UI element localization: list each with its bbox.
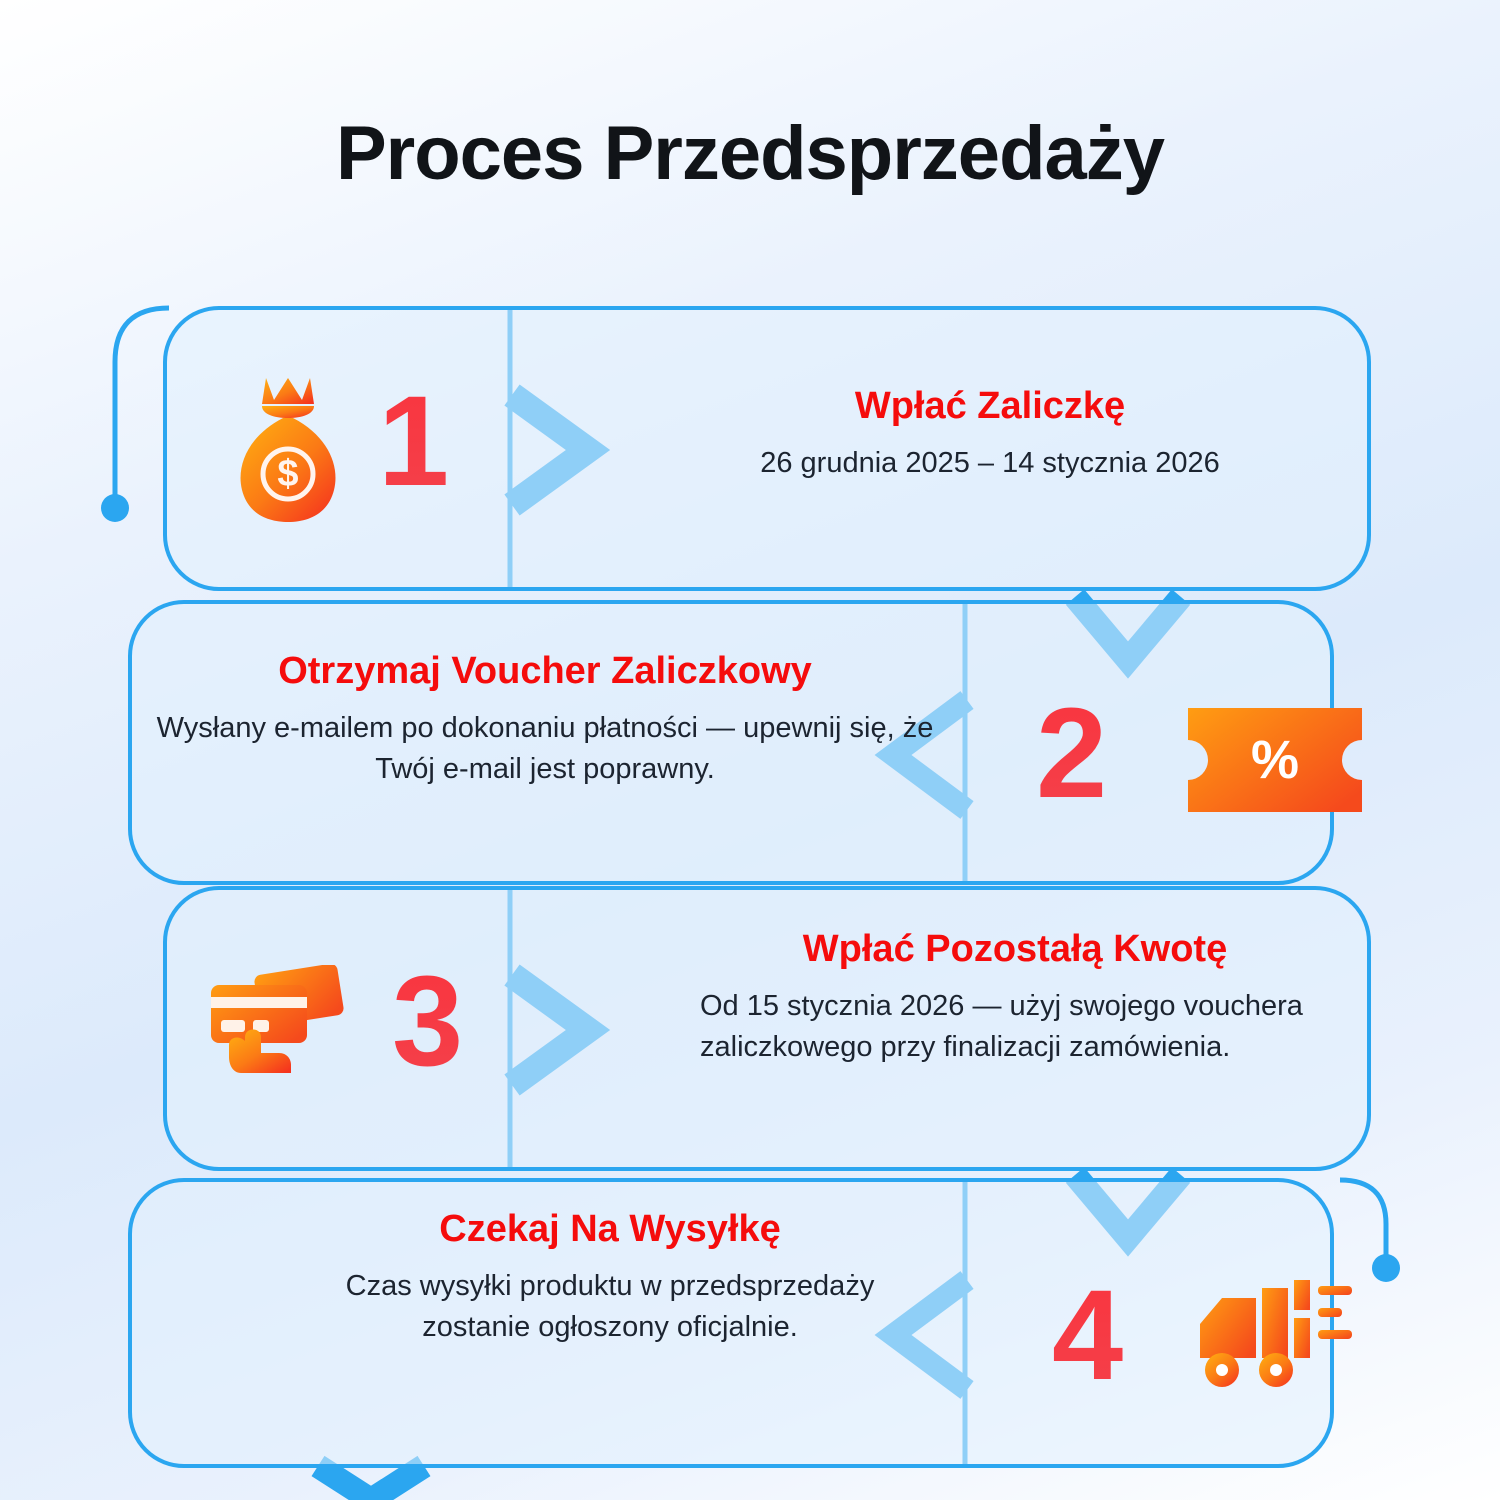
step-3-text — [700, 928, 1330, 1068]
svg-text:%: % — [1250, 730, 1300, 790]
step-number-3: 3 — [392, 950, 464, 1093]
end-connector — [1340, 1180, 1386, 1268]
step-3-description: Od 15 stycznia 2026 — użyj swojego vouchera zaliczkowego przy finalizacji zamówienia. — [700, 989, 1303, 1063]
entry-connector — [101, 308, 169, 522]
step-2-description: Wysłany e-mailem po dokonaniu płatności — upewnij się, że Twój e-mail jest poprawny. — [156, 711, 934, 785]
discount-coupon-icon — [1180, 700, 1370, 820]
svg-text:$: $ — [277, 453, 299, 495]
step-2-title: Otrzymaj Voucher Zaliczkowy — [278, 650, 812, 692]
end-dot — [1372, 1254, 1400, 1282]
page-title: Proces Przedsprzedaży — [335, 111, 1165, 196]
chevron-down-4-end — [318, 1466, 424, 1500]
step-number-4: 4 — [1052, 1264, 1124, 1407]
step-1-text — [640, 385, 1340, 484]
step-2-text — [140, 650, 950, 790]
step-number-2: 2 — [1036, 682, 1108, 825]
step-number-1: 1 — [378, 370, 450, 513]
money-bag-icon — [228, 370, 348, 530]
step-3-title: Wpłać Pozostałą Kwotę — [802, 928, 1228, 970]
delivery-truck-icon — [1192, 1272, 1357, 1392]
step-1-description: 26 grudnia 2025 – 14 stycznia 2026 — [760, 446, 1220, 479]
step-4-text — [300, 1208, 920, 1348]
step-4-title: Czekaj Na Wysyłkę — [439, 1208, 781, 1250]
step-4-description: Czas wysyłki produktu w przedsprzedaży zostanie ogłoszony oficjalnie. — [345, 1269, 875, 1343]
credit-card-hand-icon — [205, 965, 350, 1075]
step-1-title: Wpłać Zaliczkę — [854, 385, 1126, 427]
